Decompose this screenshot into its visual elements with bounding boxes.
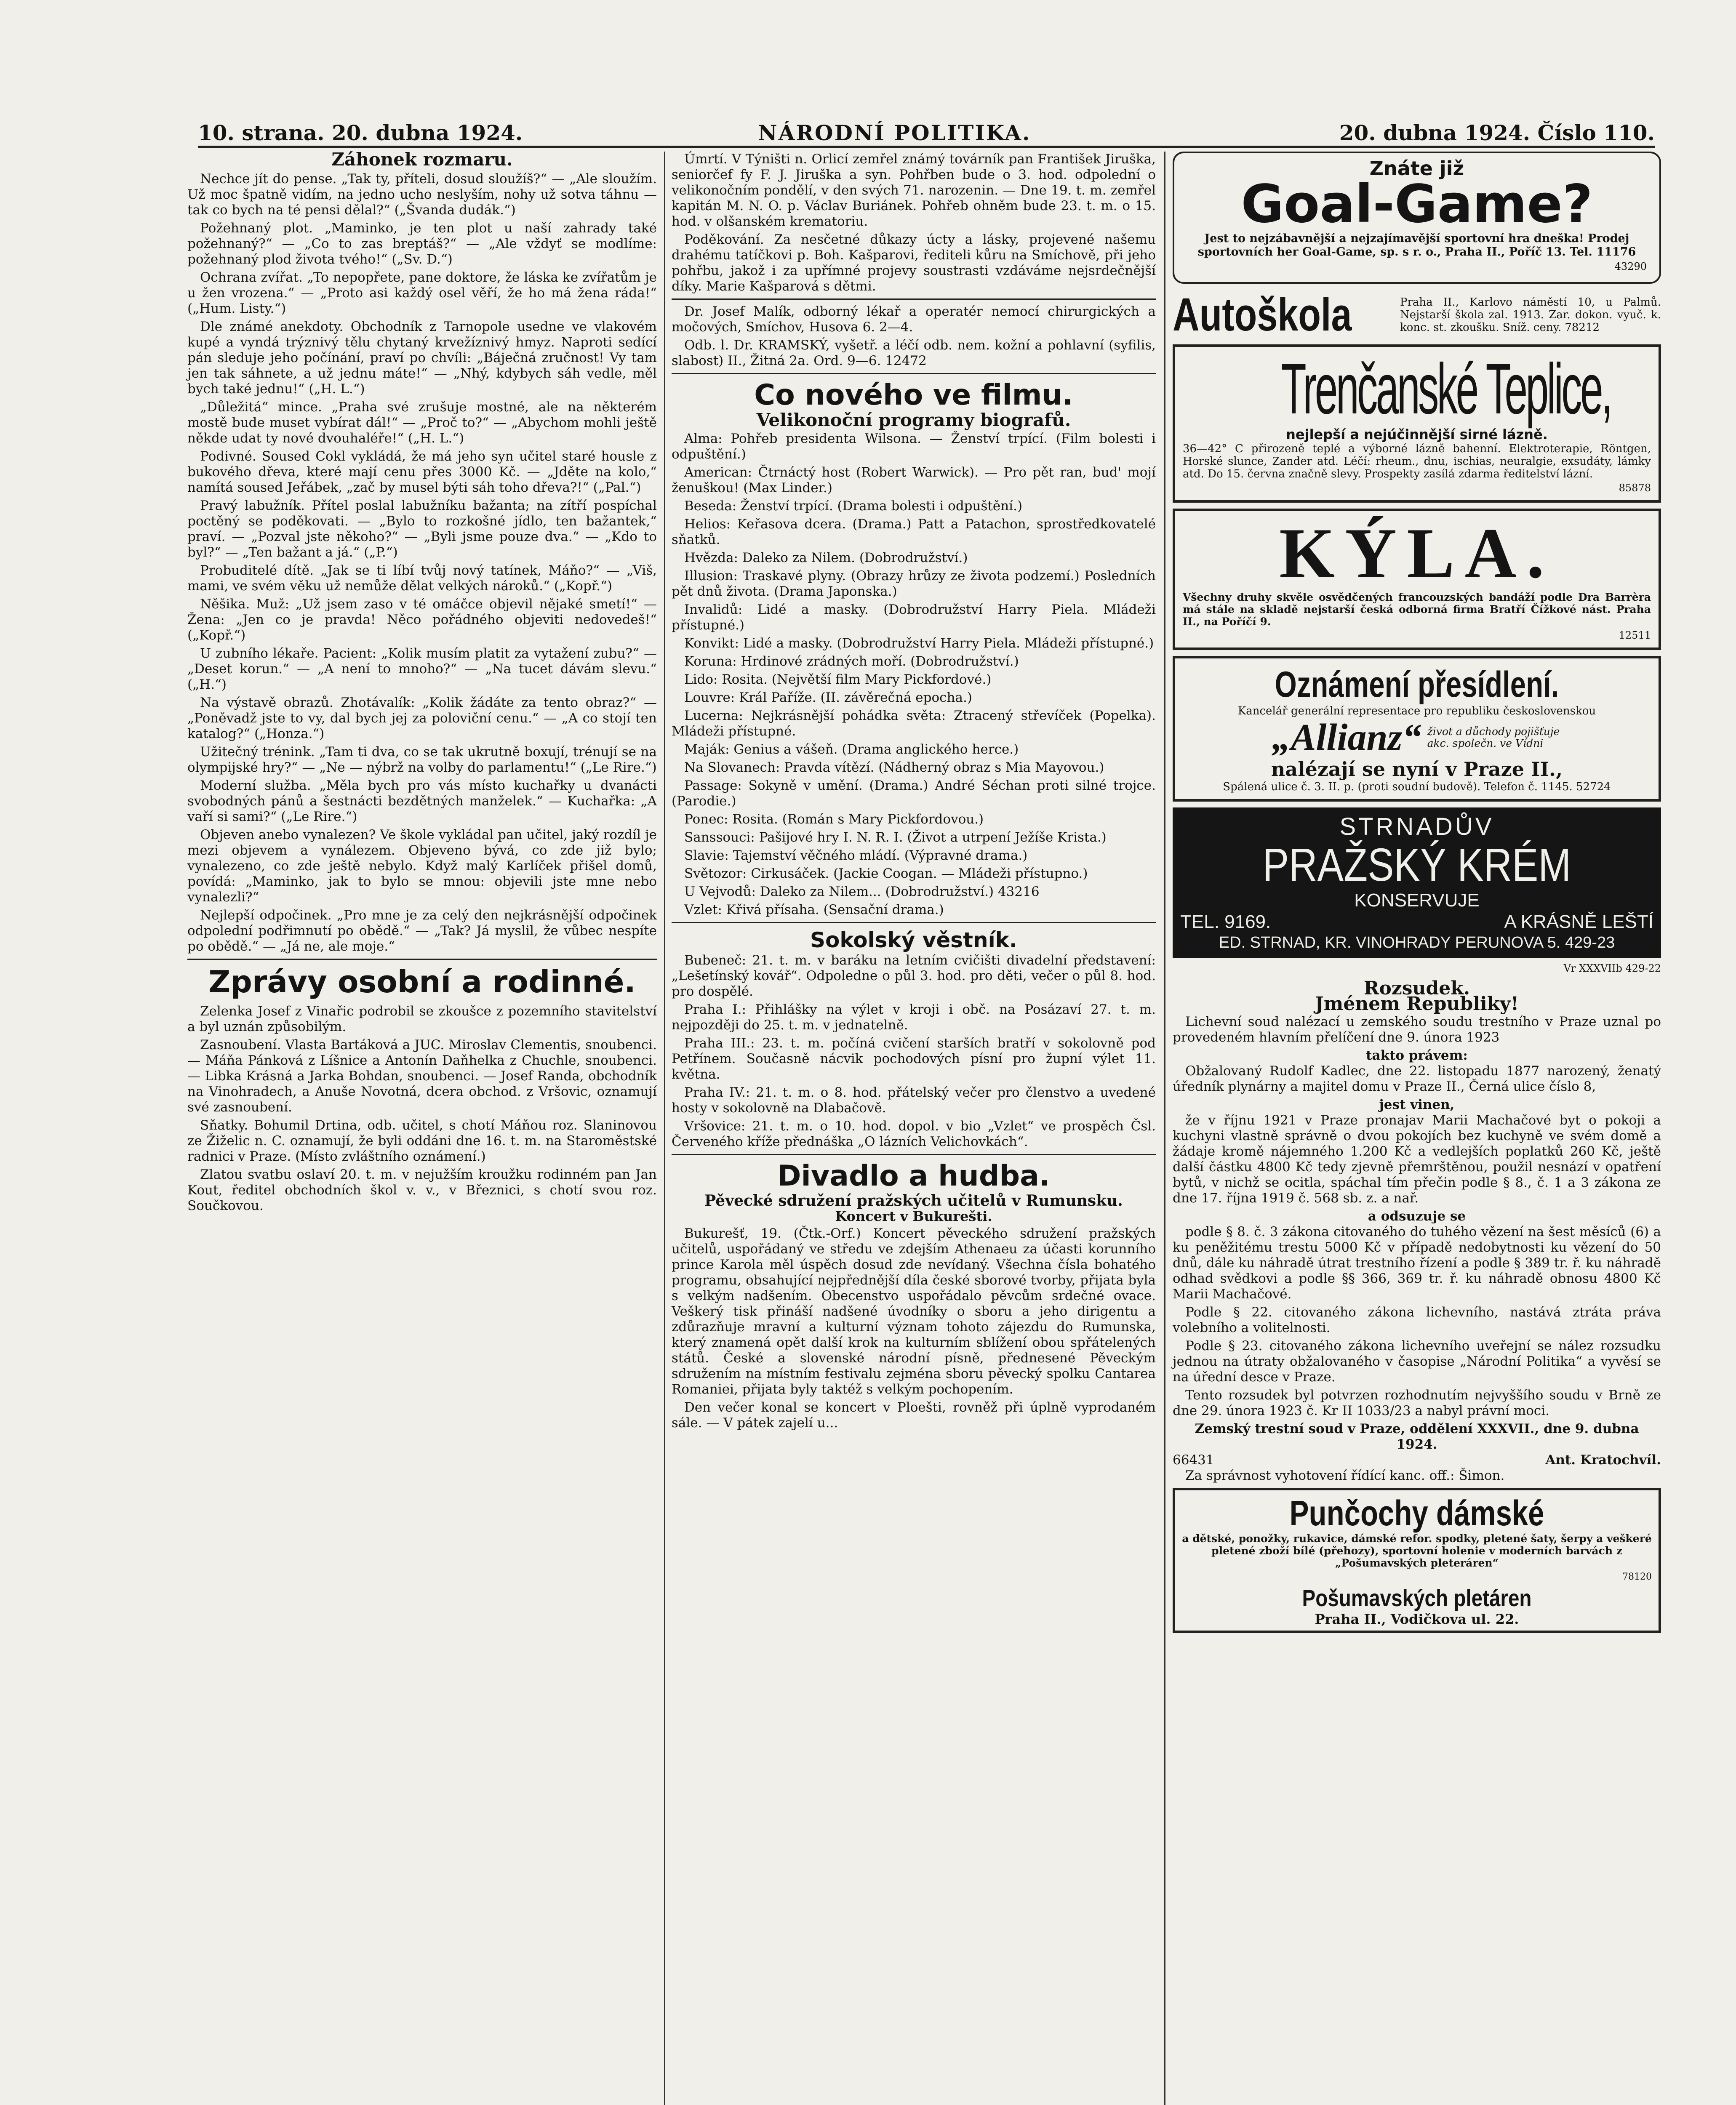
- sokol-item: Praha IV.: 21. t. m. o 8. hod. přátelský večer pro členstvo a uvedené hosty v sokolovně na Dlabačově.: [672, 1085, 1156, 1116]
- film-item: U Vejvodů: Daleko za Nilem... (Dobrodružství.) 43216: [684, 884, 1040, 899]
- section-rule: [672, 1154, 1156, 1155]
- film-item: Passage: Sokyně v umění. (Drama.) André Séchan proti silné trojce. (Parodie.): [672, 778, 1156, 809]
- rozsudek-paragraph: podle § 8. č. 3 zákona citovaného do tuhého vězení na šest měsíců (6) a ku peněžitému trestu 5000 Kč v případě nedobytnosti ku vězení do 50 dnů, dále ku náhradě útrat trestního řízení a podle § 389 tr. ř. ku náhradě odhad svědkovi a podle §§ 366, 369 tr. ř. ku náhradě obnosu 4800 Kč Marii Machačové.: [1173, 1224, 1661, 1302]
- sokol-item: Vršovice: 21. t. m. o 10. hod. dopol. v bio „Vzlet“ ve prospěch Čsl. Červeného kříže přednáška „O lázních Velichovkách“.: [672, 1119, 1156, 1149]
- trencanske-headline: Trenčanské Teplice,: [1281, 349, 1611, 429]
- film-item: Slavie: Tajemství věčného mládí. (Výpravné drama.): [684, 848, 1028, 863]
- header-title: NÁRODNÍ POLITIKA.: [758, 120, 1031, 145]
- kyla-ad: [1173, 509, 1661, 650]
- film-item: Na Slovanech: Pravda vítězí. (Nádherný obraz s Mia Mayovou.): [684, 760, 1104, 775]
- autoskola-text: Praha II., Karlovo náměstí 10, u Palmů. Nejstarší škola zal. 1913. Zar. dokon. vyuč. k. konc. st. zkoušku. Sníž. ceny. 78212: [1400, 296, 1661, 334]
- doctor-ad: Dr. Josef Malík, odborný lékař a operatér nemocí chirurgických a močových, Smíchov, Husova 6. 2—4.: [672, 304, 1156, 335]
- column-divider: [1164, 152, 1165, 2105]
- allianz-tagline: život a důchody pojišťuje akc. společn. ve Vídni: [1427, 725, 1560, 749]
- personal-item: Zlatou svatbu oslaví 20. t. m. v nejužším kroužku rodinném pan Jan Kout, ředitel obchodních škol v. v., v Březnici, s chotí svou roz. Součkovou.: [187, 1167, 657, 1213]
- krem-address: ED. STRNAD, KR. VINOHRADY PERUNOVA 5. 429-23: [1219, 934, 1615, 951]
- rozsudek-subtitle: Jménem Republiky!: [1315, 993, 1519, 1015]
- film-title: Co nového ve filmu.: [754, 378, 1073, 412]
- humor-item: Nejlepší odpočinek. „Pro mne je za celý den nejkrásnější odpočinek odpolední podřimnutí po obědě.“ — „Tak? Já myslil, že vůbec nespíte po obědě.“ — „Já ne, ale moje.“: [187, 908, 657, 954]
- puncochy-address: Praha II., Vodičkova ul. 22.: [1315, 1611, 1519, 1627]
- allianz-address: Spálená ulice č. 3. II. p. (proti soudní budově). Telefon č. 1145. 52724: [1223, 781, 1611, 793]
- section-rule: [672, 373, 1156, 374]
- krem-tagline: A KRÁSNĚ LEŠTÍ: [1504, 911, 1653, 932]
- krem-phone: TEL. 9169.: [1180, 911, 1271, 932]
- thanks-notice: Poděkování. Za nesčetné důkazy úcty a lásky, projevené našemu drahému tatíčkovi p. Boh. Kašparovi, řediteli kůru na Smíchově, při jeho pohřbu, jakož i za upřímné projevy soustrasti vzdáváme nejsrdečnější díky. Marie Kašparová s dětmi.: [672, 232, 1156, 294]
- section-rule: [187, 959, 657, 960]
- sokol-item: Praha III.: 23. t. m. počíná cvičení starších bratří v sokolovně pod Petřínem. Současně nácvik pochodových písní pro župní výlet 11. května.: [672, 1036, 1156, 1082]
- humor-item: Požehnaný plot. „Maminko, je ten plot u naší zahrady také požehnaný?“ — „Co to zas breptáš?“ — „Ale vždyť se modlíme: požehnaný plod života tvého!“ („Sv. D.“): [187, 221, 657, 267]
- rozsudek-paragraph: Lichevní soud nalézací u zemského soudu trestního v Praze uznal po provedeném hlavním přelíčení dne 9. února 1923: [1173, 1014, 1661, 1045]
- death-notice: Úmrtí. V Týništi n. Orlicí zemřel známý továrník pan František Jiruška, seniorčef fy F. J. Jiruška a syn. Pohřben bude o 3. hod. odpolední o velikonočním pondělí, v den svých 71. narozenin. — Dne 19. t. m. zemřel kapitán M. N. O. p. Václav Buriánek. Pohřeb ohněm bude 23. t. m. o 15. hod. v olšanském krematoriu.: [672, 152, 1156, 229]
- section-rule: [672, 922, 1156, 923]
- humor-item: Na výstavě obrazů. Zhotávalík: „Kolik žádáte za tento obraz?“ — „Poněvadž jste to vy, dal bych jej za poloviční cenu.“ — „A co stojí ten katalog?“ („Honza.“): [187, 695, 657, 741]
- rozsudek-paragraph: Obžalovaný Rudolf Kadlec, dne 22. listopadu 1877 narozený, ženatý úředník plynárny a majitel domu v Praze II., Černá ulice číslo 8,: [1173, 1063, 1661, 1094]
- rozsudek-paragraph: Ant. Kratochvíl.: [1545, 1452, 1661, 1468]
- column-1: [187, 149, 657, 1216]
- personal-item: Sňatky. Bohumil Drtina, odb. učitel, s chotí Máňou roz. Slaninovou ze Žiželic n. C. oznamují, že byli oddáni dne 16. t. m. na Staroměstské radnici v Praze. (Místo zvláštního oznámení.): [187, 1118, 657, 1164]
- concert-paragraph: Bukurešť, 19. (Čtk.-Orf.) Koncert pěveckého sdružení pražských učitelů, uspořádaný ve středu ve zdejším Athenaeu za účasti korunního prince Karola měl úspěch dosud zde nevídaný. Všechna čísla bohatého programu, obsahující nejpřednější díla české sborové tvorby, přijata byla s velkým nadšením. Obecenstvo uspořádalo pěvcům srdečné ovace. Veškerý tisk přináší nadšené úvodníky o sboru a jeho dirigentu a zdůrazňuje mravní a kulturní význam tohoto zájezdu do Rumunska, který znamená opět další krok na kulturním sblížení obou spřátelených států. České a slovenské národní písně, přednesené Pěveckým sdružením na místním festivalu zejména sboru pěvecký spolku Cantarea Romaniei, přijata byly taktéž s velkým pochopením.: [672, 1226, 1156, 1397]
- krem-number: Vr XXXVIIb 429-22: [1563, 962, 1661, 974]
- film-subtitle: Velikonoční programy biografů.: [756, 410, 1071, 430]
- personal-item: Zasnoubení. Vlasta Bartáková a JUC. Miroslav Clementis, snoubenci. — Máňa Pánková z Líšnice a Antonín Daňhelka z Chuchle, snoubenci. — Libka Krásná a Jarka Bohdan, snoubenci. — Josef Randa, obchodník na Vinohradech, a Anuše Novotná, dcera obchod. z Vršovic, oznamují své zasnoubení.: [187, 1037, 657, 1115]
- humor-item: U zubního lékaře. Pacient: „Kolik musím platit za vytažení zubu?“ — „Deset korun.“ — „A není to mnoho?“ — „Na tucet dávám slevu.“ („H.“): [187, 646, 657, 692]
- humor-item: Něšika. Muž: „Už jsem zaso v té omáčce objevil nějaké smetí!“ — Žena: „Jen co je pravda! Něco pořádného objeviti nedovedeš!“ („Kopř.“): [187, 597, 657, 643]
- concert-paragraph: Den večer konal se koncert v Ploešti, rovněž při úplně vyprodaném sále. — V pátek zajelí u...: [672, 1400, 1156, 1431]
- sokol-item: Bubeneč: 21. t. m. v baráku na letním cvičišti divadelní představení: „Lešetínský kovář“. Odpoledne o půl 3. hod. pro děti, večer o půl 8. hod. pro dospělé.: [672, 953, 1156, 999]
- concert-title: Koncert v Bukurešti.: [835, 1208, 992, 1224]
- goal-game-text: Jest to nejzábavnější a nejzajímavější sportovní hra dneška! Prodej sportovních her Goal-Game, sp. s r. o., Praha II., Poříč 13. Tel. 11176: [1197, 232, 1636, 258]
- humor-item: Probuditelé dítě. „Jak se ti líbí tvůj nový tatínek, Máňo?“ — „Viš, mami, ve svém věku už nemůže dělat velkých nároků.“ („Kopř.“): [187, 563, 657, 594]
- personal-news-title: Zprávy osobní a rodinné.: [208, 964, 636, 999]
- humor-item: Moderní služba. „Měla bych pro vás místo kuchařky u dvanácti svobodných pánů a šestnácti bezdětných manželek.“ — Kuchařka: „A vaří si sami?“ („Le Rire.“): [187, 778, 657, 824]
- header-left: 10. strana. 20. dubna 1924.: [198, 120, 523, 145]
- film-item: Koruna: Hrdinové zrádných moří. (Dobrodružství.): [684, 654, 1019, 669]
- krem-kicker: STRNADŮV: [1339, 813, 1494, 840]
- film-item: Lucerna: Nejkrásnější pohádka světa: Ztracený střevíček (Popelka). Mládeži přístupné.: [672, 708, 1156, 739]
- sokol-title: Sokolský věstník.: [810, 928, 1017, 952]
- rozsudek-paragraph: Podle § 22. citovaného zákona lichevního, nastává ztráta práva volebního a volitelnosti.: [1173, 1305, 1661, 1335]
- humor-item: Podivné. Soused Cokl vykládá, že má jeho syn učitel staré housle z bukového dřeva, které mají cenu přes 3000 Kč. — „Jděte na kolo,“ namítá soused Jeřábek, „zač by musel býti sáh toho dřeva?!“ („Pal.“): [187, 449, 657, 495]
- goal-game-ad: [1173, 152, 1661, 284]
- autoskola-ad: [1173, 289, 1661, 341]
- theatre-title: Divadlo a hudba.: [777, 1159, 1050, 1193]
- krem-subtitle: KONSERVUJE: [1354, 890, 1480, 911]
- film-item: Vzlet: Křivá přísaha. (Sensační drama.): [684, 902, 944, 917]
- film-item: Alma: Pohřeb presidenta Wilsona. — Ženství trpící. (Film bolesti i odpuštění.): [672, 431, 1156, 462]
- film-item: Beseda: Ženství trpící. (Drama bolesti i odpuštění.): [684, 498, 1023, 514]
- kyla-headline: KÝLA.: [1279, 514, 1555, 593]
- puncochy-company: Pošumavských pletáren: [1302, 1585, 1532, 1611]
- puncochy-number: 78120: [1622, 1572, 1652, 1582]
- film-item: Sanssouci: Pašijové hry I. N. R. I. (Život a utrpení Ježíše Krista.): [684, 830, 1107, 845]
- prazsky-krem-ad: [1173, 807, 1661, 958]
- film-item: Světozor: Cirkusáček. (Jackie Coogan. — Mládeži přístupno.): [684, 866, 1088, 881]
- rozsudek-paragraph: jest vinen,: [1379, 1097, 1455, 1112]
- trencanske-subtitle: nejlepší a nejúčinnější sirné lázně.: [1286, 426, 1548, 442]
- humor-item: Objeven anebo vynalezen? Ve škole vykládal pan učitel, jaký rozdíl je mezi objevem a vynálezem. Objeveno bývá, co zde již bylo; vynalezeno, co zde ještě nebylo. Když malý Karlíček přišel domů, povídá: „Maminko, jak to bylo se mnou: objevili jste mne nebo vynalezli?“: [187, 827, 657, 905]
- film-item: Louvre: Král Paříže. (II. závěrečná epocha.): [684, 690, 972, 705]
- film-item: Konvikt: Lidé a masky. (Dobrodružství Harry Piela. Mládeži přístupné.): [684, 636, 1154, 651]
- film-item: American: Čtrnáctý host (Robert Warwick). — Pro pět ran, bud' mojí ženuškou! (Max Linder.): [672, 465, 1156, 496]
- krem-headline: PRAŽSKÝ KRÉM: [1262, 839, 1571, 891]
- goal-game-headline: Goal-Game?: [1241, 174, 1593, 234]
- trencanske-text: 36—42° C přirozeně teplé a výborné lázně bahenní. Elektroterapie, Röntgen, Horské slunce, Zander atd. Léčí: rheum., dnu, ischias, neuralgie, exsudáty, lámky atd. Do 15. června značně slevy. Prospekty zasílá zdarma ředitelství lázní.: [1183, 442, 1651, 480]
- rozsudek-paragraph: Tento rozsudek byl potvrzen rozhodnutím nejvyššího soudu v Brně ze dne 29. února 1923 č. Kr II 1033/23 a nabyl právní moci.: [1173, 1388, 1661, 1418]
- column-3: [1173, 152, 1661, 1633]
- film-item: Invalidů: Lidé a masky. (Dobrodružství Harry Piela. Mládeži přístupné.): [672, 602, 1156, 633]
- film-item: Hvězda: Daleko za Nilem. (Dobrodružství.): [684, 550, 968, 565]
- trencanske-number: 85878: [1619, 482, 1651, 494]
- header-right: 20. dubna 1924. Číslo 110.: [1339, 120, 1655, 145]
- puncochy-headline: Punčochy dámské: [1289, 1493, 1544, 1533]
- humor-item: Pravý labužník. Přítel poslal labužníku bažanta; na zítří pospíchal poctěný se poděkovati. — „Bylo to rozkošné jídlo, ten bažantek,“ praví. — „Pozval jste někoho?“ — „Byli jsme pouze dva.“ — „Kdo to byl?“ — „Ten bažant a já.“ („P.“): [187, 498, 657, 560]
- theatre-subtitle: Pěvecké sdružení pražských učitelů v Rumunsku.: [704, 1192, 1123, 1210]
- rozsudek-paragraph: že v říjnu 1921 v Praze pronajav Marii Machačové byt o pokoji a kuchyni vlastně správně o dvou pokojích bez kuchyně ve svém domě a žádaje kromě nájemného 1.200 Kč a vedlejších poplatků 260 Kč, ještě další částku 4800 Kč tedy zjevně přemrštěnou, použil nesnází v opatření bytů, v nichž se ocitla, spáchal tím přečin podle § 8., č. 1 a 3 zákona ze dne 17. října 1919 č. 568 sb. z. a nař.: [1173, 1113, 1661, 1206]
- humor-item: Užitečný trénink. „Tam ti dva, co se tak ukrutně boxují, trénují se na olympijské hry?“ — „Ne — nýbrž na volby do parlamentu!“ („Le Rire.“): [187, 744, 657, 775]
- rozsudek-paragraph: Podle § 23. citovaného zákona lichevního uveřejní se nález rozsudku jednou na útraty obžalovaného v časopise „Národní Politika“ a vyvěsí se na úřední desce v Praze.: [1173, 1338, 1661, 1385]
- kyla-text: Všechny druhy skvěle osvědčených francouzských bandáží podle Dra Barrèra má stále na skladě nejstarší česká odborná firma Bratří Čížkové nást. Praha II., na Poříčí 9.: [1183, 591, 1651, 628]
- humor-item: Nechce jít do pense. „Tak ty, příteli, dosud sloužíš?“ — „Ale sloužím. Už moc špatně vidím, na jedno ucho neslyším, nohy už sotva táhnu — tak co bych na té pensi dělal?“ („Švanda dudák.“): [187, 171, 657, 218]
- doctor-ad: Odb. l. Dr. KRAMSKÝ, vyšetř. a léčí odb. nem. kožní a pohlavní (syfilis, slabost) II., Žitná 2a. Ord. 9—6. 12472: [672, 338, 1156, 368]
- column-2: [672, 152, 1156, 1434]
- puncochy-text: a dětské, ponožky, rukavice, dámské refor. spodky, pletené šaty, šerpy a veškeré pletené zboží bílé (přehozy), sportovní holenie v moderních barvách z „Pošumavských pleteráren“: [1182, 1532, 1652, 1569]
- trencanske-teplice-ad: [1173, 344, 1661, 503]
- goal-game-kicker: Znáte již: [1369, 157, 1464, 180]
- film-item: Helios: Keřasova dcera. (Drama.) Patt a Patachon, sprostředkovatelé sňatků.: [672, 517, 1156, 547]
- rozsudek-paragraph: Za správnost vyhotovení řídící kanc. off.: Šimon.: [1185, 1468, 1505, 1483]
- allianz-intro: Kancelář generální representace pro republiku československou: [1237, 705, 1596, 717]
- film-item: Illusion: Traskavé plyny. (Obrazy hrůzy ze života podzemí.) Posledních pět dnů života. (Drama Japonska.): [672, 568, 1156, 599]
- allianz-relocation: nalézají se nyní v Praze II.,: [1271, 758, 1563, 781]
- allianz-logo: „Allianz“: [1272, 717, 1421, 758]
- autoskola-headline: Autoškola: [1173, 289, 1352, 341]
- rozsudek-paragraph: Zemský trestní soud v Praze, oddělení XXXVII., dne 9. dubna 1924.: [1195, 1421, 1639, 1452]
- column-divider: [664, 152, 665, 2105]
- film-item: Lido: Rosita. (Největší film Mary Pickfordové.): [684, 672, 992, 687]
- humor-item: „Důležitá“ mince. „Praha své zrušuje mostné, ale na některém mostě bude muset vybírat dál!“ — „Proč to?“ — „Abychom mohli ještě někde udat ty nové dvouhaléře!“ („H. L.“): [187, 400, 657, 446]
- rozsudek-paragraph: takto právem:: [1366, 1048, 1468, 1063]
- rozsudek-title: Rozsudek.: [1363, 978, 1470, 999]
- sokol-item: Praha I.: Přihlášky na výlet v kroji i obč. na Posázaví 27. t. m. nejpozději do 25. t. m. v jednatelně.: [672, 1002, 1156, 1033]
- section-rule: [672, 298, 1156, 300]
- allianz-headline: Oznámení přesídlení.: [1275, 664, 1559, 705]
- goal-game-number: 43290: [1614, 261, 1647, 272]
- kyla-number: 12511: [1619, 629, 1651, 641]
- rozsudek-paragraph: a odsuzuje se: [1368, 1209, 1466, 1224]
- film-item: Maják: Genius a vášeň. (Drama anglického herce.): [684, 742, 1019, 757]
- puncochy-ad: [1173, 1488, 1661, 1633]
- film-item: Ponec: Rosita. (Román s Mary Pickfordovou.): [684, 812, 984, 827]
- allianz-ad: [1173, 656, 1661, 802]
- humor-item: Ochrana zvířat. „To nepopřete, pane doktore, že láska ke zvířatům je u žen vrozena.“ — „Proto asi každý osel věří, že ho má žena ráda!“ („Hum. Listy.“): [187, 270, 657, 316]
- personal-item: Zelenka Josef z Vinařic podrobil se zkoušce z pozemního stavitelství a byl uznán způsobilým.: [187, 1004, 657, 1034]
- humor-item: Dle známé anekdoty. Obchodník z Tarnopole usedne ve vlakovém kupé a vyndá trýznivý tělu chytaný krvežíznivý hmyz. Naproti sedící pán sleduje jeho počínání, praví po chvíli: „Báječná zručnost! Vy tam jen tak sáhnete, a už jednu máte!“ — „Nhý, kdybych sáh vedle, měl bych také jednu!“ („H. L.“): [187, 319, 657, 397]
- humor-title: Záhonek rozmaru.: [331, 149, 513, 170]
- rozsudek-number: 66431: [1173, 1452, 1214, 1468]
- page-header: [198, 119, 1655, 148]
